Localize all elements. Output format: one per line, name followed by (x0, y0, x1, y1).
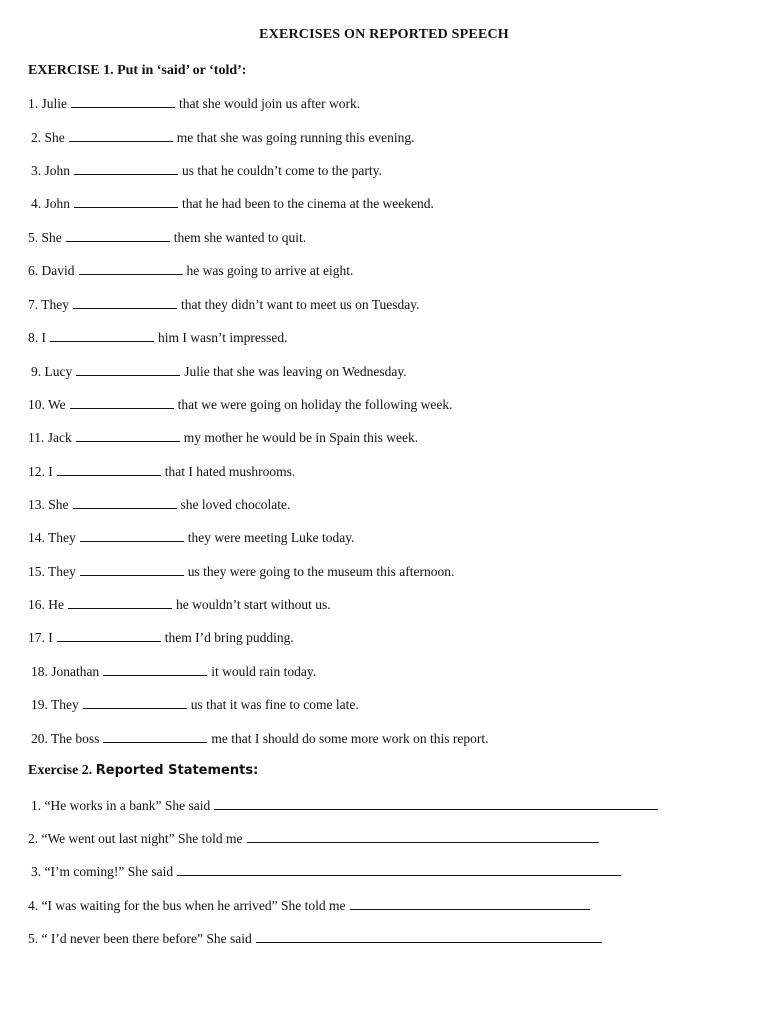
answer-blank[interactable] (71, 95, 175, 108)
item-subject: He (48, 597, 64, 612)
ex2-item-4 (28, 897, 594, 915)
item-text: “I’m coming!” She said (44, 864, 174, 879)
answer-blank[interactable] (70, 396, 174, 409)
answer-line[interactable] (177, 863, 621, 876)
ex2-item-5 (28, 930, 606, 948)
answer-blank[interactable] (68, 596, 172, 609)
ex1-item-4 (31, 195, 434, 213)
item-subject: John (44, 196, 71, 211)
answer-line[interactable] (256, 930, 602, 943)
item-subject: Jack (47, 430, 72, 445)
item-rest: that we were going on holiday the following week. (177, 397, 453, 412)
exercise2-heading (28, 763, 258, 779)
answer-blank[interactable] (80, 563, 184, 576)
ex1-item-3 (31, 162, 382, 180)
item-rest: me that I should do some more work on this report. (211, 731, 489, 746)
item-rest: that I hated mushrooms. (164, 464, 296, 479)
item-subject: Lucy (44, 364, 73, 379)
item-number: 13. (28, 497, 45, 512)
item-number: 5. (28, 931, 39, 946)
item-number: 4. (31, 196, 42, 211)
item-rest: them she wanted to quit. (173, 230, 307, 245)
answer-blank[interactable] (103, 663, 207, 676)
ex1-item-12 (28, 463, 295, 481)
ex1-item-1 (28, 95, 360, 113)
item-subject: We (48, 397, 66, 412)
item-subject: John (44, 163, 71, 178)
ex1-item-9 (31, 363, 407, 381)
item-subject: She (41, 230, 62, 245)
item-subject: They (48, 530, 76, 545)
item-number: 20. (31, 731, 48, 746)
item-rest: him I wasn’t impressed. (158, 330, 288, 345)
item-number: 2. (28, 831, 39, 846)
item-number: 1. (28, 96, 39, 111)
item-rest: us that it was fine to come late. (190, 697, 359, 712)
ex1-item-14 (28, 529, 354, 547)
answer-blank[interactable] (50, 329, 154, 342)
item-number: 11. (28, 430, 45, 445)
item-number: 1. (31, 798, 42, 813)
item-rest: they were meeting Luke today. (187, 530, 355, 545)
page-title: EXERCISES ON REPORTED SPEECH (259, 27, 509, 42)
item-number: 2. (31, 130, 42, 145)
item-number: 3. (31, 163, 42, 178)
item-rest: me that she was going running this evening. (176, 130, 415, 145)
item-number: 5. (28, 230, 39, 245)
item-number: 10. (28, 397, 45, 412)
item-subject: Jonathan (51, 664, 100, 679)
item-number: 19. (31, 697, 48, 712)
ex2-item-3 (31, 863, 625, 881)
item-text: “He works in a bank” She said (44, 798, 211, 813)
answer-blank[interactable] (103, 730, 207, 743)
item-number: 9. (31, 364, 42, 379)
answer-blank[interactable] (69, 129, 173, 142)
item-number: 4. (28, 898, 39, 913)
ex1-item-6 (28, 262, 353, 280)
item-rest: Julie that she was leaving on Wednesday. (184, 364, 407, 379)
item-subject: David (41, 263, 75, 278)
item-number: 6. (28, 263, 39, 278)
exercise1-heading: EXERCISE 1. Put in ‘said’ or ‘told’: (28, 63, 247, 78)
item-number: 16. (28, 597, 45, 612)
answer-blank[interactable] (66, 229, 170, 242)
item-number: 18. (31, 664, 48, 679)
ex1-item-20 (31, 730, 488, 748)
item-subject: She (48, 497, 69, 512)
item-number: 8. (28, 330, 39, 345)
item-rest: us that he couldn’t come to the party. (182, 163, 382, 178)
answer-blank[interactable] (83, 696, 187, 709)
answer-blank[interactable] (74, 162, 178, 175)
ex1-item-13 (28, 496, 290, 514)
item-text: “ I’d never been there before” She said (41, 931, 252, 946)
item-rest: that she would join us after work. (179, 96, 361, 111)
item-number: 7. (28, 297, 39, 312)
ex1-item-17 (28, 629, 294, 647)
answer-line[interactable] (247, 830, 599, 843)
answer-blank[interactable] (80, 529, 184, 542)
ex1-item-7 (28, 296, 420, 314)
item-subject: I (48, 630, 53, 645)
item-number: 17. (28, 630, 45, 645)
ex1-item-19 (31, 696, 359, 714)
ex2-item-2 (28, 830, 603, 848)
item-number: 14. (28, 530, 45, 545)
item-rest: he was going to arrive at eight. (186, 263, 354, 278)
item-rest: them I’d bring pudding. (164, 630, 294, 645)
item-rest: my mother he would be in Spain this week. (183, 430, 419, 445)
item-number: 12. (28, 464, 45, 479)
ex1-item-16 (28, 596, 331, 614)
ex1-item-10 (28, 396, 452, 414)
answer-blank[interactable] (57, 629, 161, 642)
item-text: “I was waiting for the bus when he arrived” She told me (41, 898, 346, 913)
answer-blank[interactable] (57, 463, 161, 476)
ex1-item-15 (28, 563, 454, 581)
answer-blank[interactable] (76, 363, 180, 376)
exercise2-heading-prefix: Exercise 2. (28, 763, 93, 778)
item-rest: she loved chocolate. (180, 497, 291, 512)
answer-blank[interactable] (74, 195, 178, 208)
item-number: 15. (28, 564, 45, 579)
item-subject: Julie (41, 96, 67, 111)
ex1-item-2 (31, 129, 414, 147)
item-rest: it would rain today. (211, 664, 317, 679)
item-number: 3. (31, 864, 42, 879)
item-subject: She (44, 130, 65, 145)
item-subject: They (41, 297, 70, 312)
answer-line[interactable] (350, 897, 590, 910)
answer-line[interactable] (214, 797, 658, 810)
item-rest: he wouldn’t start without us. (176, 597, 331, 612)
ex1-item-8 (28, 329, 287, 347)
answer-blank[interactable] (73, 296, 177, 309)
item-rest: that he had been to the cinema at the weekend. (182, 196, 434, 211)
item-subject: The boss (51, 731, 100, 746)
exercise2-heading-suffix: Reported Statements: (95, 763, 259, 778)
ex1-item-11 (28, 429, 418, 447)
answer-blank[interactable] (73, 496, 177, 509)
item-subject: I (41, 330, 46, 345)
answer-blank[interactable] (76, 429, 180, 442)
item-text: “We went out last night” She told me (41, 831, 243, 846)
item-rest: that they didn’t want to meet us on Tuesday. (181, 297, 420, 312)
ex1-item-5 (28, 229, 306, 247)
item-subject: I (48, 464, 53, 479)
item-rest: us they were going to the museum this afternoon. (187, 564, 455, 579)
item-subject: They (48, 564, 76, 579)
ex2-item-1 (31, 797, 662, 815)
answer-blank[interactable] (79, 262, 183, 275)
item-subject: They (51, 697, 79, 712)
ex1-item-18 (31, 663, 316, 681)
